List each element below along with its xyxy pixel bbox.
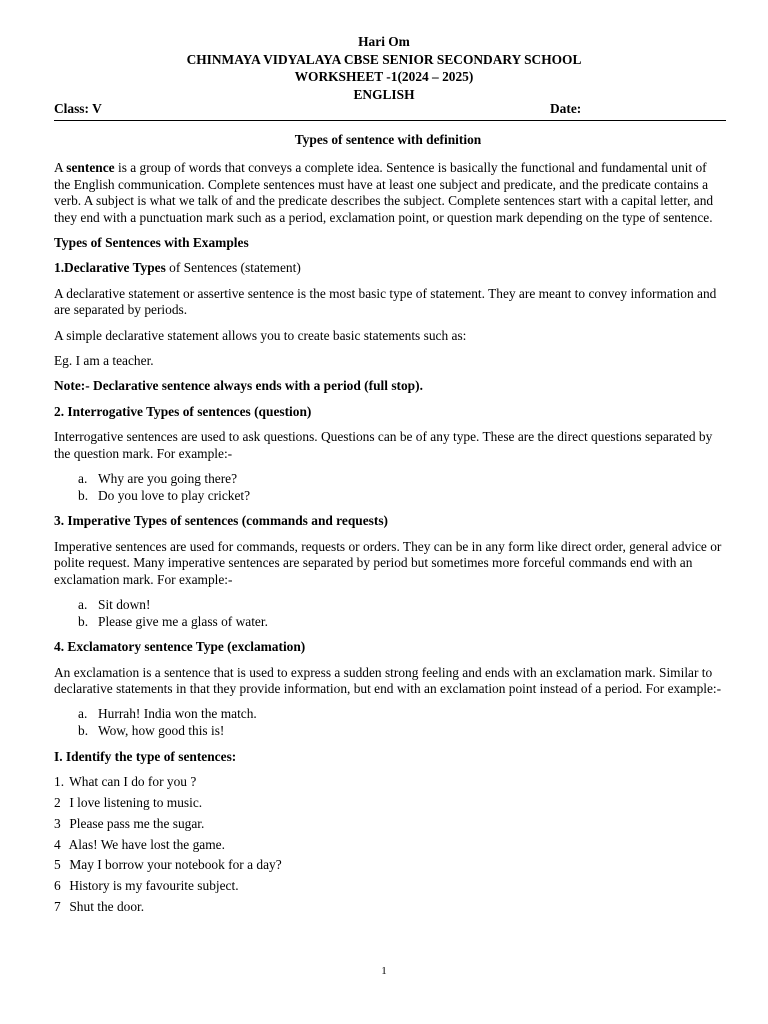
types-heading: Types of Sentences with Examples [54,235,249,251]
list-marker: b. [78,722,89,738]
list-marker: a. [78,471,88,487]
exercise-number: 4 [54,836,61,852]
exercise-item [54,878,722,895]
exclamatory-examples [54,706,722,739]
declarative-heading-bold: 1.Declarative Types [54,260,166,276]
exercise-item [54,857,722,874]
list-text: Why are you going there? [98,471,238,487]
imperative-examples [54,597,722,630]
exercise-number: 5 [54,857,61,873]
exercise-number: 2 [54,794,61,810]
list-text: Wow, how good this is! [98,722,225,738]
header-greeting: Hari Om [358,34,410,49]
declarative-paragraph-2: A simple declarative statement allows you to create basic statements such as: [54,327,467,343]
interrogative-paragraph: Interrogative sentences are used to ask questions. Questions can be of any type. These are the direct questions separated by the question mark. For example:- [54,429,713,461]
list-marker: a. [78,596,88,612]
intro-bold-term: sentence [66,160,115,176]
list-item [54,614,722,631]
exercise-text: I love listening to music. [69,794,203,810]
list-marker: b. [78,613,89,629]
date-label: Date: [550,101,582,116]
list-item [54,706,722,723]
worksheet-title: WORKSHEET -1(2024 – 2025) [294,69,474,84]
list-marker: a. [78,706,88,722]
list-item [54,723,722,740]
class-label: Class: V [54,101,102,116]
exercise-number: 1. [54,773,65,789]
interrogative-examples [54,471,722,504]
declarative-heading-rest: of Sentences (statement) [165,260,301,276]
exclamatory-heading: 4. Exclamatory sentence Type (exclamation) [54,639,306,655]
exclamatory-paragraph: An exclamation is a sentence that is used to express a sudden strong feeling and ends with an exclamation mark. Similar to declarative statements in that they provide information, but end with an exclamation point instead of a period. For example:- [54,664,722,696]
declarative-example: Eg. I am a teacher. [54,353,154,369]
exercise-item [54,837,722,854]
exercise-text: Alas! We have lost the game. [68,836,225,852]
exercise-number: 6 [54,878,61,894]
list-item [54,597,722,614]
exercise-item [54,774,722,791]
list-text: Hurrah! India won the match. [98,706,257,722]
exercise-list [54,774,722,916]
list-item [54,488,722,505]
intro-text: is a group of words that conveys a complete idea. Sentence is basically the functional and fundamental unit of the English communication. Complete sentences must have at least one subject and predicate, and the predicate contains a verb. A subject is what we talk of and the predicate describes the subject. Complete sentences start with a capital letter, and they end with a punctuation mark such as a period, exclamation point, or question mark depending on the type of sentence. [54,160,714,225]
exercise-text: May I borrow your notebook for a day? [69,857,282,873]
list-text: Please give me a glass of water. [98,613,268,629]
exercise-item [54,816,722,833]
exercise-item [54,795,722,812]
list-text: Sit down! [98,596,151,612]
list-marker: b. [78,487,89,503]
page-number: 1 [381,965,387,977]
document-header [0,33,768,103]
exercise-item [54,899,722,916]
subject-name: ENGLISH [353,86,415,102]
list-item [54,471,722,488]
interrogative-heading: 2. Interrogative Types of sentences (question) [54,403,312,419]
worksheet-content [54,132,722,920]
imperative-paragraph: Imperative sentences are used for commands, requests or orders. They can be in any form like direct order, general advice or polite request. Many imperative sentences are separated by period but sometimes more forceful commands end with an exclamation mark. For example:- [54,538,722,587]
section-title: Types of sentence with definition [294,132,482,147]
school-name: CHINMAYA VIDYALAYA CBSE SENIOR SECONDARY SCHOOL [186,51,582,67]
intro-paragraph [54,160,722,226]
declarative-heading [54,260,722,276]
list-text: Do you love to play cricket? [98,487,251,503]
declarative-note: Note:- Declarative sentence always ends with a period (full stop). [54,378,423,394]
imperative-heading: 3. Imperative Types of sentences (commands and requests) [54,513,389,529]
exercise-number: 7 [54,899,61,915]
exercise-text: Please pass me the sugar. [69,815,205,831]
declarative-paragraph-1: A declarative statement or assertive sentence is the most basic type of statement. They are meant to convey information and are separated by periods. [54,285,717,318]
exercise-text: History is my favourite subject. [69,878,239,894]
exercise-number: 3 [54,815,61,831]
exercise-text: What can I do for you ? [69,773,197,789]
exercise-heading: I. Identify the type of sentences: [54,748,237,764]
exercise-text: Shut the door. [69,899,145,915]
intro-prefix: A [54,160,67,176]
header-divider [54,120,726,121]
